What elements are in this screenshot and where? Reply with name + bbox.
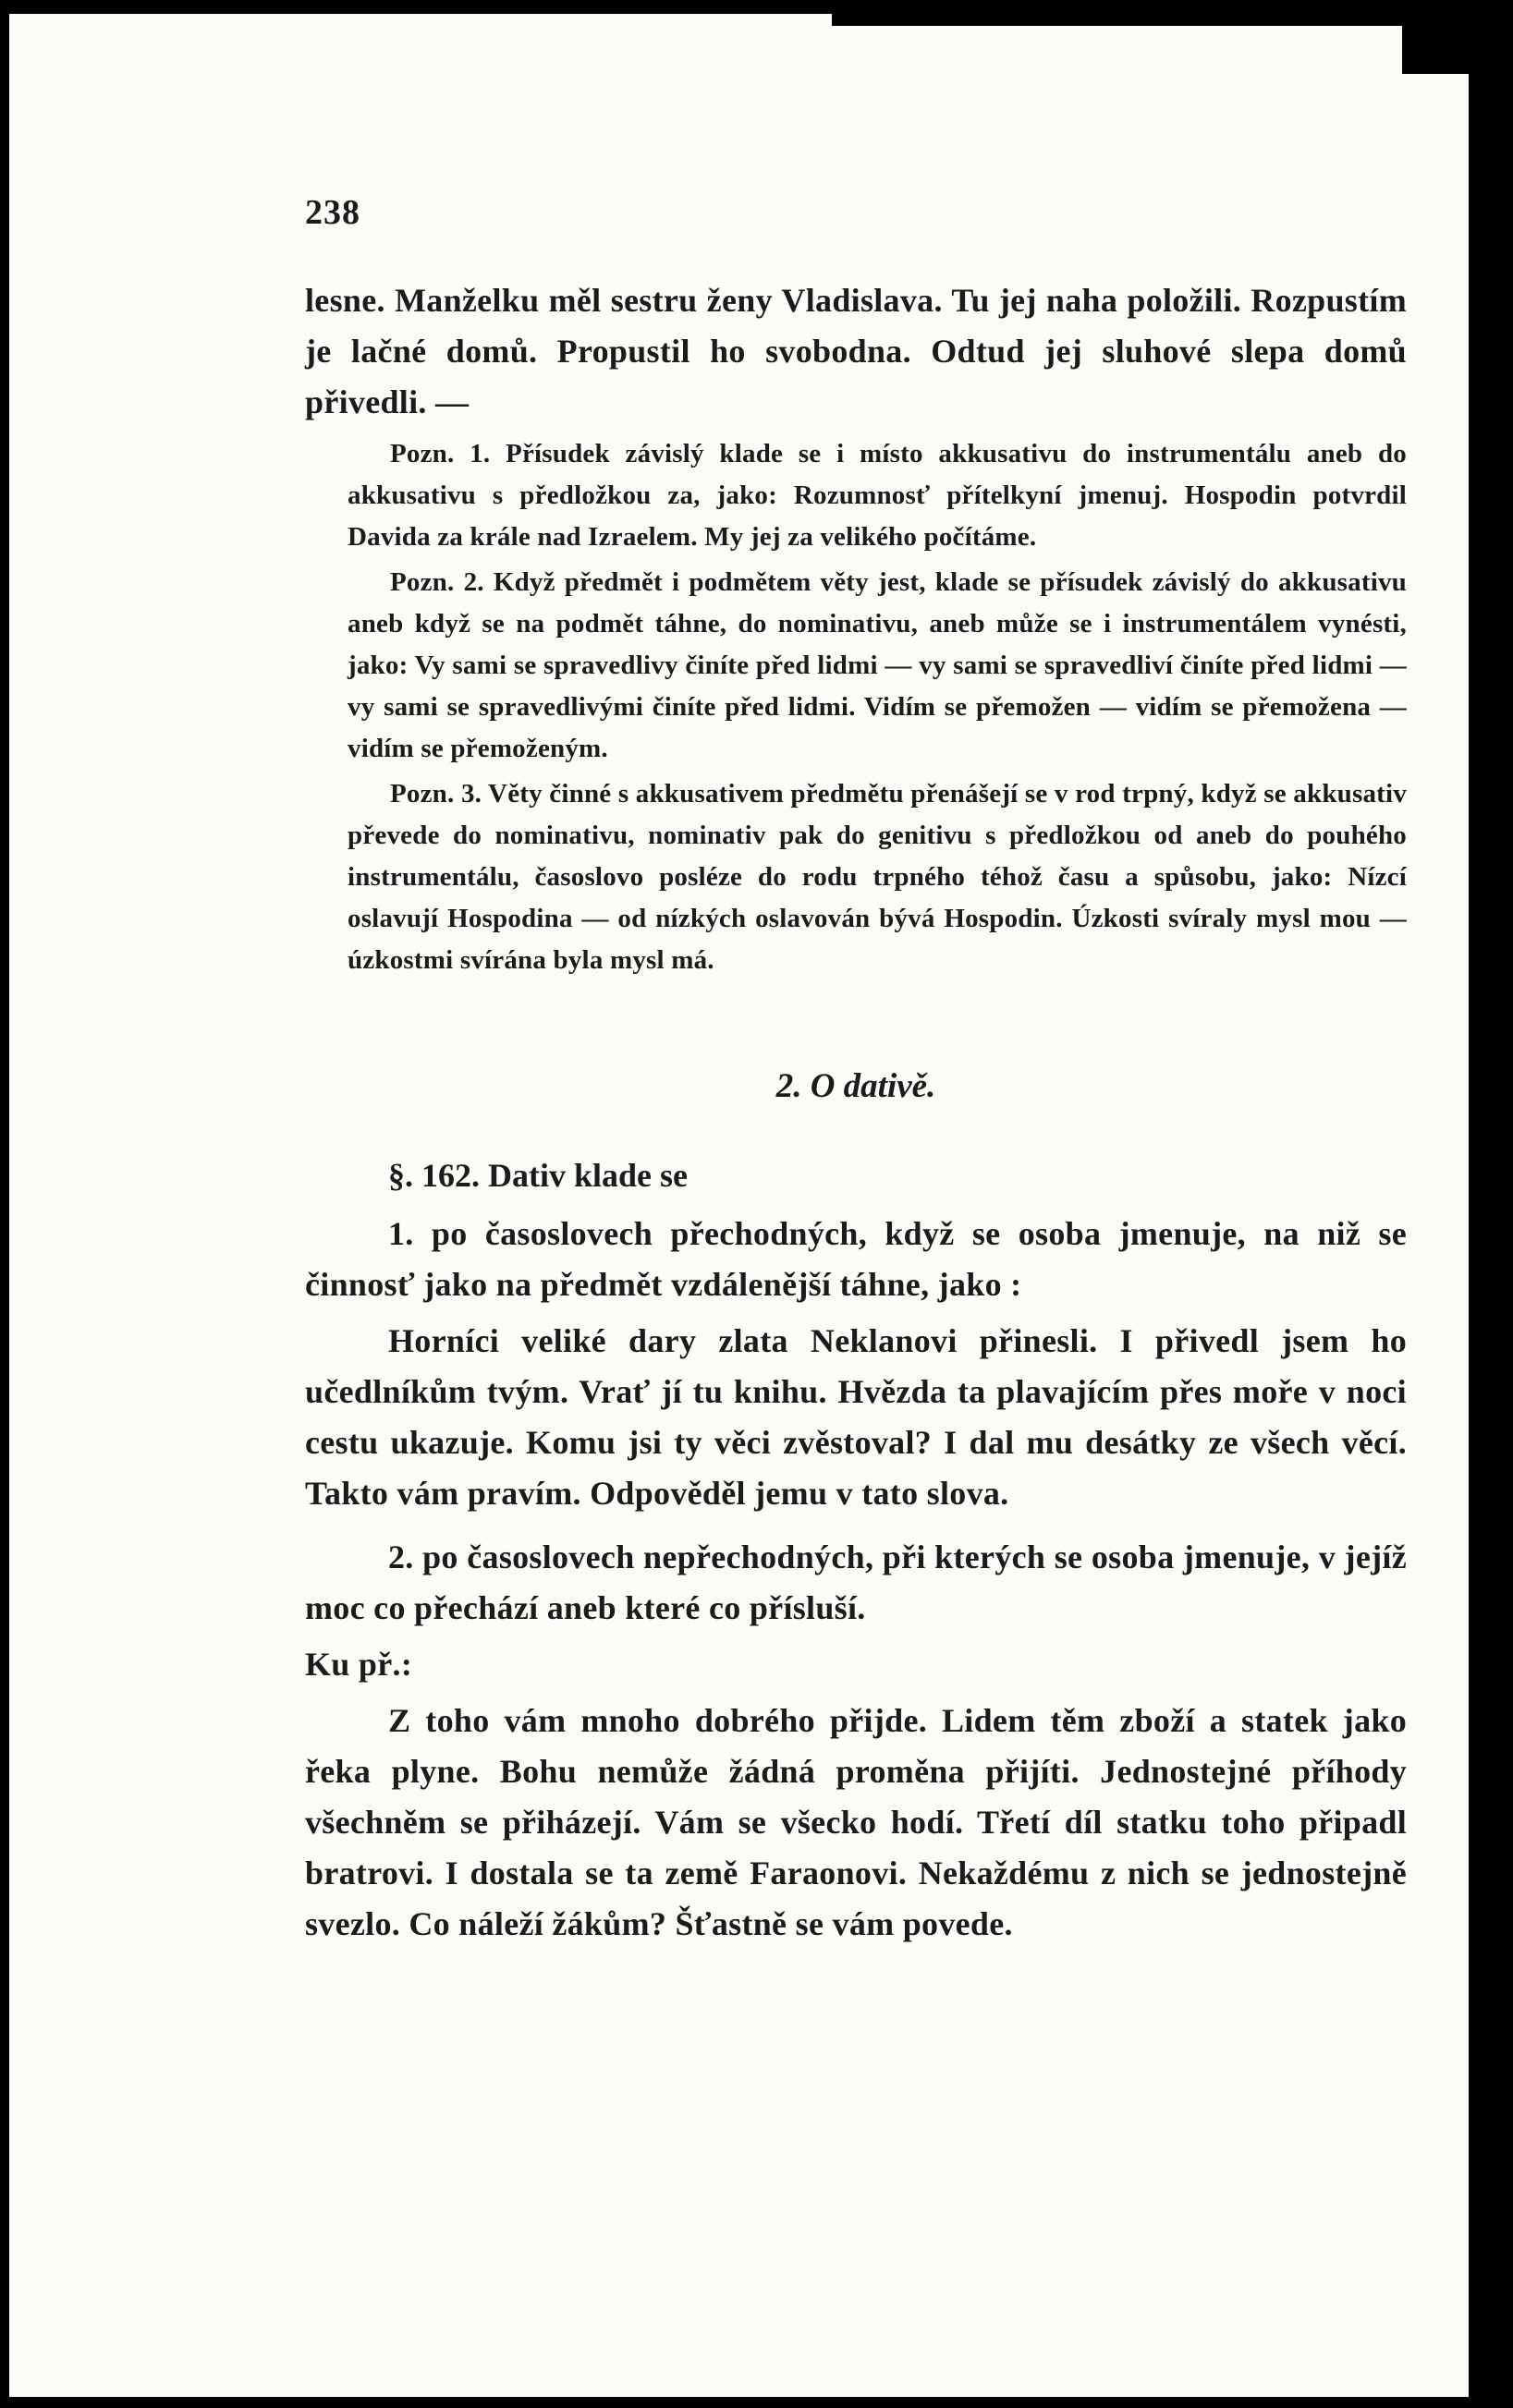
scan-artifact-dash	[31, 3, 142, 9]
examples-paragraph-2: Z toho vám mnoho dobrého přijde. Lidem těm zboží a statek jako řeka plyne. Bohu nemůže žádná proměna přijíti. Jednostejné příhody všechněm se přiházejí. Vám se všecko hodí. Třetí díl statku toho připadl bratrovi. I dostala se ta země Faraonovi. Nekaždému z nich se jednostejně svezlo. Co náleží žákům? Šťastně se vám povede.	[305, 1702, 1407, 1942]
scan-border-bottom	[0, 2397, 1513, 2408]
scan-border-right	[1469, 0, 1513, 2408]
note-3-label: Pozn. 3.	[390, 779, 482, 809]
paragraph-intro: lesne. Manželku měl sestru ženy Vladislava. Tu jej naha položili. Rozpustím je lačné domů. Propustil ho svobodna. Odtud jej sluhové slepa domů přivedli. —	[305, 282, 1407, 420]
rule-item-2: 2. po časoslovech nepřechodných, při kterých se osoba jmenuje, v jejíž moc co přechází aneb které co přísluší.	[305, 1538, 1407, 1626]
page-content	[305, 192, 1407, 1955]
note-2-label: Pozn. 2.	[390, 567, 484, 597]
note-2	[348, 562, 1407, 770]
rule-heading: §. 162. Dativ klade se	[388, 1157, 688, 1194]
page-number: 238	[305, 193, 360, 232]
examples-paragraph-1: Horníci veliké dary zlata Neklanovi přinesli. I přivedl jsem ho učedlníkům tvým. Vrať jí tu knihu. Hvězda ta plavajícím přes moře v noci cestu ukazuje. Komu jsi ty věci zvěstoval? I dal mu desátky ze všech věcí. Takto vám pravím. Odpověděl jemu v tato slova.	[305, 1322, 1407, 1512]
paragraph-spacer	[305, 1525, 1407, 1532]
rule-item-2-suffix: Ku př.:	[305, 1646, 413, 1683]
section-heading: 2. O dativě.	[775, 1067, 936, 1105]
scan-artifact-dash	[157, 3, 189, 9]
note-1	[348, 433, 1407, 558]
rule-item-1: 1. po časoslovech přechodných, když se osoba jmenuje, na niž se činnosť jako na předmět vzdálenější táhne, jako :	[305, 1215, 1407, 1303]
note-1-text: Přísudek závislý klade se i místo akkusativu do instrumentálu aneb do akkusativu s předložkou za, jako: Rozumnosť přítelkyní jmenuj. Hospodin potvrdil Davida za krále nad Izraelem. My jej za velikého počítáme.	[348, 439, 1407, 552]
note-2-text: Když předmět i podmětem věty jest, klade se přísudek závislý do akkusativu aneb když se na podmět táhne, do nominativu, aneb může se i instrumentálem vynésti, jako: Vy sami se spravedlivy činíte před lidmi — vy sami se spravedliví činíte před lidmi — vy sami se spravedlivými činíte před lidmi. Vidím se přemožen — vidím se přemožena — vidím se přemoženým.	[348, 567, 1407, 763]
note-3	[348, 773, 1407, 981]
note-3-text: Věty činné s akkusativem předmětu přenášejí se v rod trpný, když se akkusativ převede do nominativu, nominativ pak do genitivu s předložkou od aneb do pouhého instrumentálu, časoslovo posléze do rodu trpného téhož času a spůsobu, jako: Nízcí oslavují Hospodina — od nízkých oslavován bývá Hospodin. Úzkosti svíraly mysl mou — úzkostmi svírána byla mysl má.	[348, 779, 1407, 975]
scan-border-left	[0, 0, 9, 2408]
note-1-label: Pozn. 1.	[390, 439, 491, 468]
